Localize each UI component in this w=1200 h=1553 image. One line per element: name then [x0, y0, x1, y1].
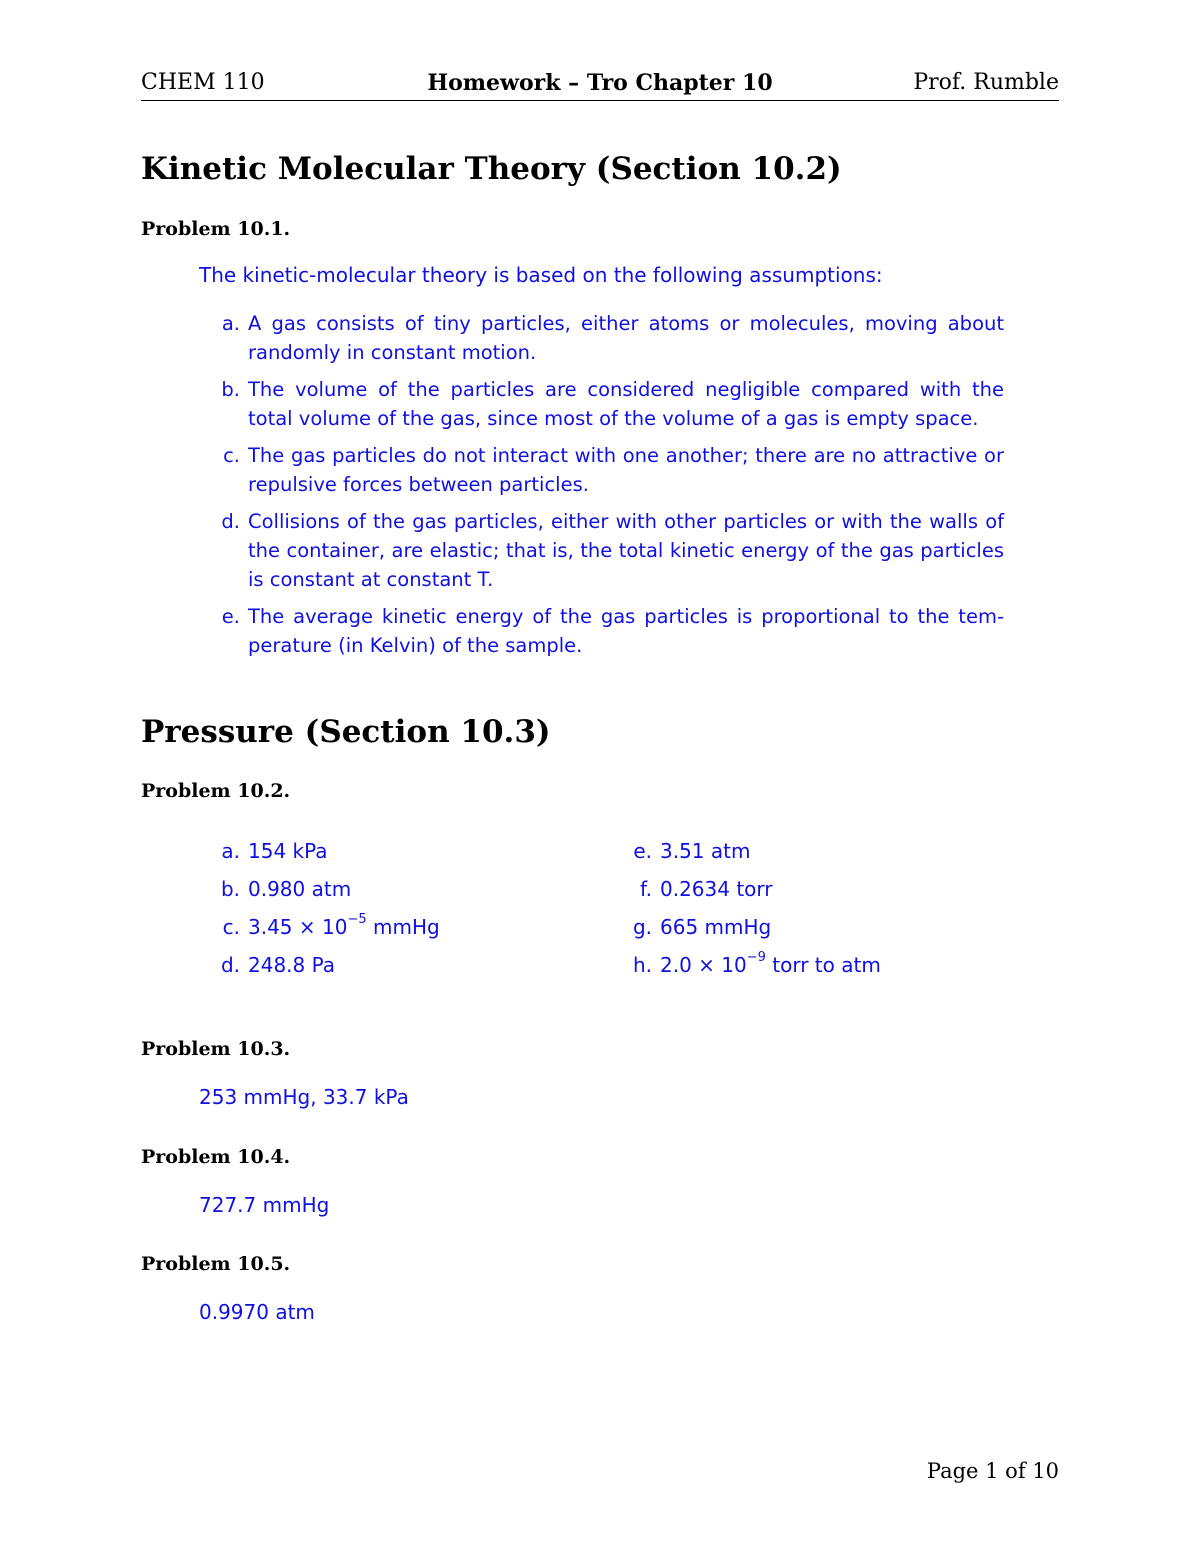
list-item — [626, 908, 881, 946]
value-text: 3.51 atm — [660, 839, 751, 863]
section-title-pressure: Pressure (Section 10.3) — [141, 714, 551, 750]
problem-label-10-3: Problem 10.3. — [141, 1038, 291, 1060]
list-marker: b. — [221, 378, 240, 401]
unit-text: mmHg — [366, 915, 440, 939]
document-title: Homework – Tro Chapter 10 — [427, 70, 773, 96]
value-text: 0.2634 torr — [660, 877, 773, 901]
list-item — [214, 309, 1004, 367]
list-marker: a. — [221, 312, 240, 335]
list-marker: f. — [640, 877, 652, 901]
list-item — [214, 908, 440, 946]
list-item-text: The gas particles do not interact with one another; there are no attractive or repulsive forces between particles. — [248, 444, 1004, 496]
list-marker: d. — [220, 953, 240, 977]
list-marker: g. — [632, 915, 652, 939]
value-text: 665 mmHg — [660, 915, 772, 939]
problem-label-10-5: Problem 10.5. — [141, 1253, 291, 1275]
value-text: 3.45 × 10 — [248, 915, 348, 939]
problem-label-10-2: Problem 10.2. — [141, 780, 291, 802]
list-item — [214, 602, 1004, 660]
list-item — [214, 441, 1004, 499]
value-text: 248.8 Pa — [248, 953, 336, 977]
assumptions-intro: The kinetic-molecular theory is based on the following assumptions: — [199, 263, 883, 287]
list-marker: c. — [223, 444, 240, 467]
course-name: CHEM 110 — [141, 70, 265, 95]
problem-label-10-4: Problem 10.4. — [141, 1146, 291, 1168]
conversion-list-left — [214, 832, 440, 984]
answer-10-4: 727.7 mmHg — [199, 1193, 330, 1217]
problem-label-10-1: Problem 10.1. — [141, 218, 291, 240]
list-item-text: A gas consists of tiny particles, either atoms or molecules, moving about randomly in constant motion. — [248, 312, 1004, 364]
exponent: −9 — [746, 950, 766, 966]
list-item — [214, 507, 1004, 594]
list-marker: c. — [222, 915, 240, 939]
list-item — [626, 870, 881, 908]
assumptions-list — [214, 309, 1004, 668]
value-text: 0.980 atm — [248, 877, 352, 901]
list-marker: a. — [221, 839, 240, 863]
conversion-list-right — [626, 832, 881, 984]
list-item — [214, 946, 440, 984]
unit-text: torr to atm — [765, 953, 881, 977]
value-text: 154 kPa — [248, 839, 328, 863]
answer-10-3: 253 mmHg, 33.7 kPa — [199, 1085, 409, 1109]
value-text: 2.0 × 10 — [660, 953, 747, 977]
list-item-text: The average kinetic energy of the gas particles is proportional to the tem-perature (in Kelvin) of the sample. — [248, 605, 1004, 657]
list-marker: d. — [221, 510, 240, 533]
list-item — [214, 832, 440, 870]
page-number: Page 1 of 10 — [926, 1459, 1059, 1483]
list-item — [214, 870, 440, 908]
list-item-text: Collisions of the gas particles, either with other particles or with the walls of the container, are elastic; that is, the total kinetic energy of the gas particles is constant at constant T. — [248, 510, 1004, 591]
answer-10-5: 0.9970 atm — [199, 1300, 315, 1324]
list-marker: b. — [220, 877, 240, 901]
list-item — [626, 946, 881, 984]
list-item-text: The volume of the particles are considered negligible compared with the total volume of the gas, since most of the volume of a gas is empty space. — [248, 378, 1004, 430]
page-header — [141, 68, 1059, 101]
list-item — [214, 375, 1004, 433]
list-marker: h. — [632, 953, 652, 977]
list-marker: e. — [221, 605, 240, 628]
list-item — [626, 832, 881, 870]
list-marker: e. — [633, 839, 652, 863]
exponent: −5 — [347, 912, 367, 928]
section-title-kinetic: Kinetic Molecular Theory (Section 10.2) — [141, 151, 842, 187]
instructor-name: Prof. Rumble — [913, 70, 1059, 95]
